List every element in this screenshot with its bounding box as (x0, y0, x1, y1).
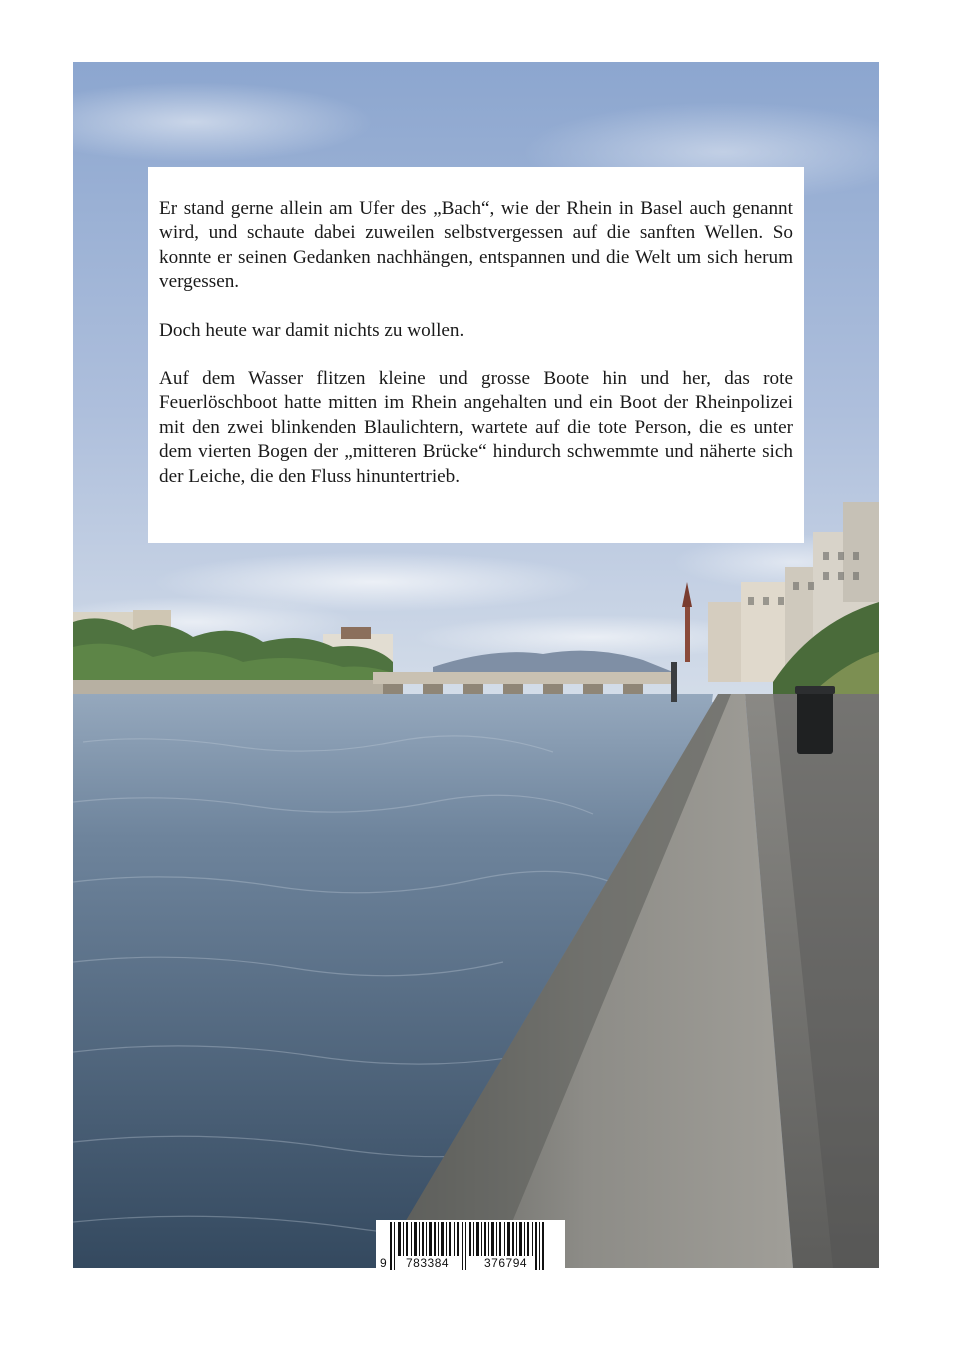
blurb-box (148, 167, 804, 543)
blurb-paragraph-2: Doch heute war damit nichts zu wollen. (159, 319, 465, 341)
barcode-left-digits: 783384 (406, 1256, 450, 1270)
barcode-prefix-digit: 9 (380, 1256, 388, 1270)
blurb-paragraph-3: Auf dem Wasser flitzen kleine und grosse Boote hin und her, das rote Feuerlöschboot hatte mitten im Rhein angehalten und ein Boot der Rheinpolizei mit den zwei blinkenden Blaulichtern, wartete auf die tote Person, die es unter dem vierten Bogen der „mitteren Brücke“ hindurch schwemmte und näherte sich der Leiche, die den Fluss hinuntertrieb. (159, 368, 793, 487)
barcode-right-digits: 376794 (484, 1256, 528, 1270)
barcode-bars (376, 1220, 565, 1272)
blurb-paragraph-1: Er stand gerne allein am Ufer des „Bach“, wie der Rhein in Basel auch genannt wird, und schaute dabei zuweilen selbstvergessen auf die sanften Wellen. So konnte er seinen Gedanken nachhängen, entspannen und die Welt um sich herum vergessen. (159, 198, 793, 293)
isbn-barcode (376, 1220, 565, 1272)
